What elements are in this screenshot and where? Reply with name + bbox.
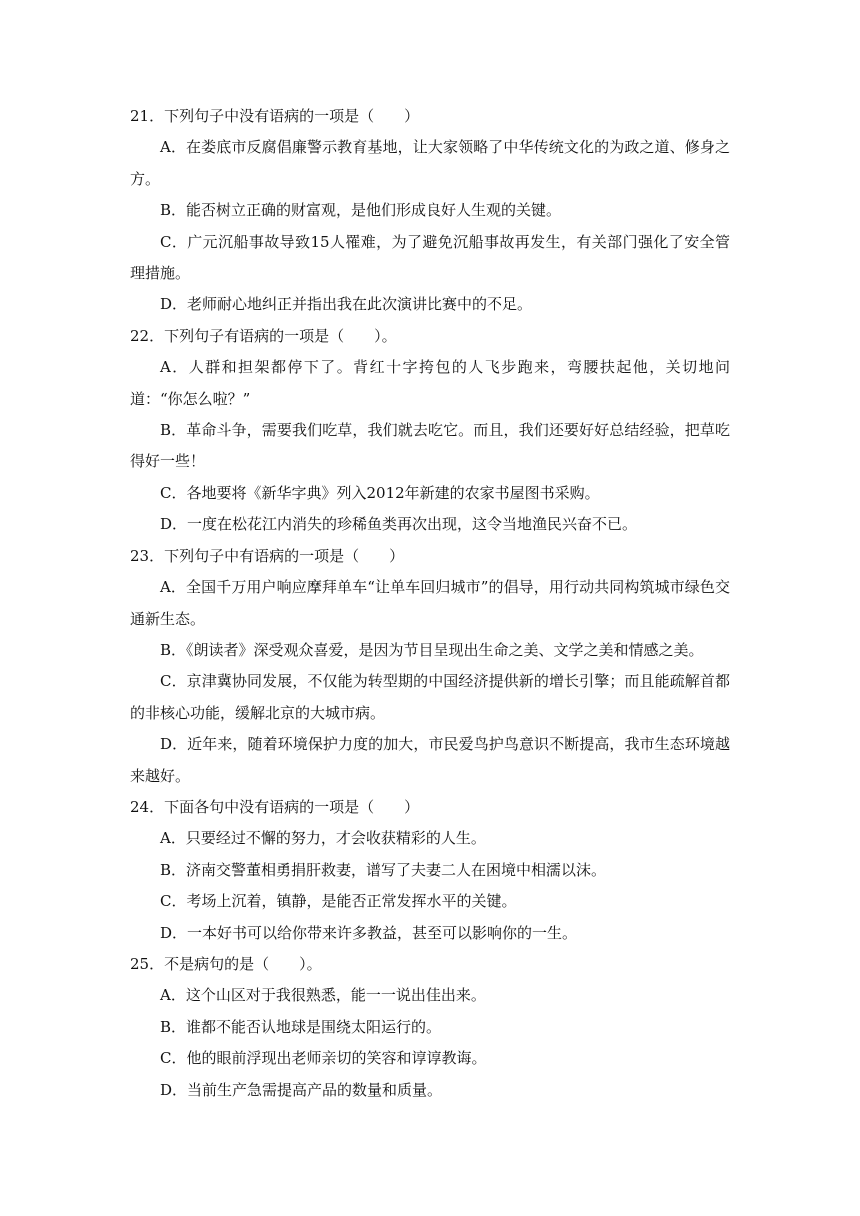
option-d: D．老师耐心地纠正并指出我在此次演讲比赛中的不足。	[160, 295, 533, 314]
option-b: B．济南交警董相勇捐肝救妻，谱写了夫妻二人在困境中相濡以沫。	[160, 860, 607, 879]
option-c: C．考场上沉着，镇静，是能否正常发挥水平的关键。	[160, 892, 517, 911]
question-stem: 23．下列句子中有语病的一项是（ ）	[130, 546, 405, 565]
option-b: B．谁都不能否认地球是围绕太阳运行的。	[160, 1017, 442, 1036]
question-stem: 25．不是病句的是（ ）。	[130, 954, 322, 973]
option-c: C．京津冀协同发展，不仅能为转型期的中国经济提供新的增长引擎；而且能疏解首都的非核心功能，缓解北京的大城市病。	[130, 672, 730, 722]
option-a: A．只要经过不懈的努力，才会收获精彩的人生。	[160, 829, 486, 848]
question-24	[130, 792, 730, 949]
option-a: A．全国千万用户响应摩拜单车“让单车回归城市”的倡导，用行动共同构筑城市绿色交通新生态。	[130, 578, 730, 628]
question-21	[130, 101, 730, 321]
option-b: B．能否树立正确的财富观，是他们形成良好人生观的关键。	[160, 201, 562, 220]
option-d: D．当前生产急需提高产品的数量和质量。	[160, 1080, 443, 1099]
option-b: B．《朗读者》深受观众喜爱，是因为节目呈现出生命之美、文学之美和情感之美。	[160, 640, 704, 659]
option-c: C．各地要将《新华字典》列入2012年新建的农家书屋图书采购。	[160, 483, 600, 502]
question-list	[130, 101, 730, 1106]
question-22	[130, 321, 730, 541]
option-c: C．他的眼前浮现出老师亲切的笑容和谆谆教诲。	[160, 1049, 487, 1068]
question-stem: 21．下列句子中没有语病的一项是（ ）	[130, 107, 420, 125]
question-stem: 24．下面各句中没有语病的一项是（ ）	[130, 797, 420, 816]
question-23	[130, 541, 730, 792]
option-b: B．革命斗争，需要我们吃草，我们就去吃它。而且，我们还要好好总结经验，把草吃得好一些！	[130, 421, 730, 471]
option-a: A．人群和担架都停下了。背红十字挎包的人飞步跑来，弯腰扶起他，关切地问道：“你怎么啦？”	[130, 358, 730, 408]
question-stem: 22．下列句子有语病的一项是（ ）。	[130, 326, 397, 345]
option-a: A．在娄底市反腐倡廉警示教育基地，让大家领略了中华传统文化的为政之道、修身之方。	[130, 138, 730, 188]
option-c: C．广元沉船事故导致15人罹难，为了避免沉船事故再发生，有关部门强化了安全管理措施。	[130, 232, 730, 283]
question-25	[130, 949, 730, 1106]
option-d: D．近年来，随着环境保护力度的加大，市民爱鸟护鸟意识不断提高，我市生态环境越来越好。	[130, 735, 730, 785]
option-a: A．这个山区对于我很熟悉，能一一说出佳出来。	[160, 986, 486, 1005]
option-d: D．一度在松花江内消失的珍稀鱼类再次出现，这令当地渔民兴奋不已。	[160, 515, 638, 534]
option-d: D．一本好书可以给你带来许多教益，甚至可以影响你的一生。	[160, 923, 578, 942]
